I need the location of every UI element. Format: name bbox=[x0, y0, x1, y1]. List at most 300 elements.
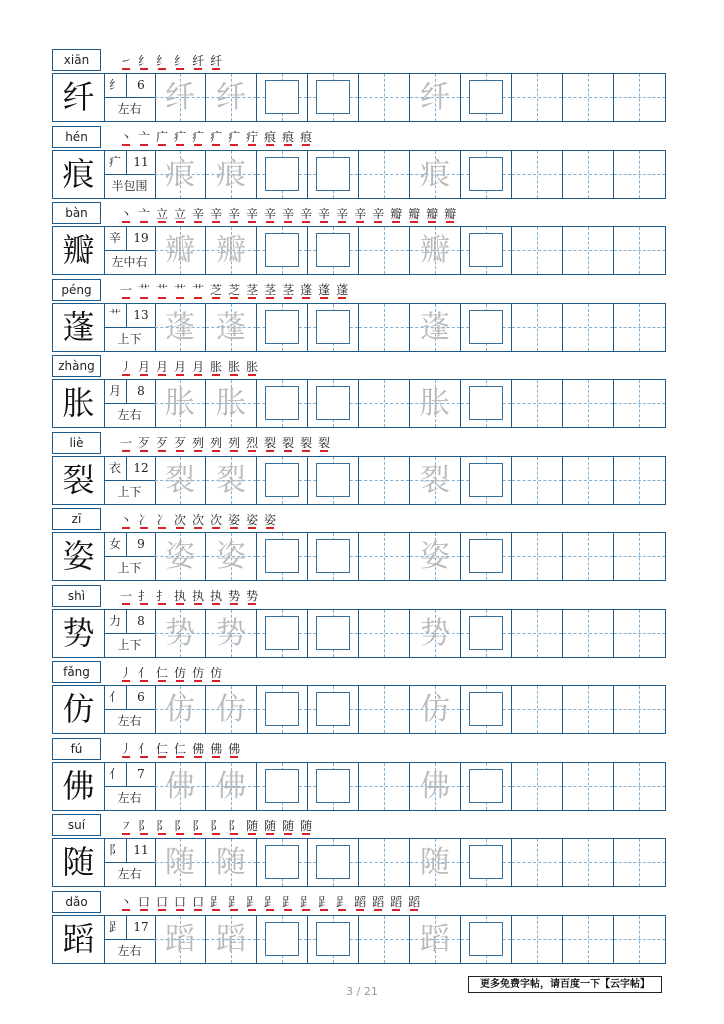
writing-box[interactable] bbox=[316, 922, 350, 956]
practice-cell[interactable] bbox=[308, 610, 359, 657]
stroke-step: 随 bbox=[282, 818, 295, 833]
practice-cell[interactable] bbox=[308, 457, 359, 504]
stroke-step: 𧾷 bbox=[282, 895, 295, 909]
practice-cell[interactable] bbox=[563, 227, 614, 274]
practice-cell[interactable] bbox=[410, 151, 461, 198]
main-character: 蓬 bbox=[53, 304, 105, 351]
practice-cell[interactable] bbox=[308, 839, 359, 886]
stroke-step: 胀 bbox=[246, 359, 259, 374]
practice-cell[interactable] bbox=[563, 533, 614, 580]
writing-box[interactable] bbox=[316, 539, 350, 573]
practice-cell[interactable] bbox=[155, 151, 206, 198]
stroke-step: 芝 bbox=[210, 283, 223, 297]
stroke-step: 执 bbox=[210, 589, 223, 603]
practice-cell[interactable] bbox=[614, 74, 665, 121]
practice-cell[interactable] bbox=[155, 839, 206, 886]
writing-box[interactable] bbox=[316, 157, 350, 191]
practice-cell[interactable] bbox=[155, 763, 206, 810]
character-entry bbox=[52, 126, 666, 203]
writing-box[interactable] bbox=[265, 845, 299, 879]
stroke-step: 蹈 bbox=[372, 895, 385, 909]
stroke-step: 𧾷 bbox=[228, 895, 241, 909]
practice-cell[interactable] bbox=[206, 151, 257, 198]
radical: 亻 bbox=[104, 686, 127, 710]
writing-box[interactable] bbox=[265, 922, 299, 956]
stroke-step: 𧾷 bbox=[210, 895, 223, 909]
practice-cell[interactable] bbox=[359, 763, 410, 810]
practice-cell[interactable] bbox=[257, 916, 308, 963]
trace-character: 蹈 bbox=[420, 921, 450, 957]
stroke-count: 7 bbox=[127, 763, 155, 787]
practice-cell[interactable] bbox=[257, 533, 308, 580]
practice-cell[interactable] bbox=[410, 839, 461, 886]
writing-box[interactable] bbox=[316, 769, 350, 803]
stroke-step: 阝 bbox=[228, 818, 241, 833]
practice-cell[interactable] bbox=[359, 151, 410, 198]
stroke-step: 阝 bbox=[174, 818, 187, 833]
main-character: 瓣 bbox=[53, 227, 105, 274]
stroke-step: 丶 bbox=[120, 895, 133, 909]
writing-box[interactable] bbox=[265, 233, 299, 267]
structure-label: 上下 bbox=[117, 331, 142, 346]
stroke-step: 仿 bbox=[174, 665, 187, 680]
practice-cell[interactable] bbox=[257, 763, 308, 810]
trace-character: 蹈 bbox=[165, 921, 195, 957]
stroke-step: 冫 bbox=[138, 512, 151, 527]
practice-cell[interactable] bbox=[614, 457, 665, 504]
practice-cell[interactable] bbox=[461, 916, 512, 963]
writing-box[interactable] bbox=[469, 310, 503, 344]
practice-cell[interactable] bbox=[206, 610, 257, 657]
trace-character: 瓣 bbox=[165, 233, 195, 268]
practice-cell[interactable] bbox=[563, 686, 614, 733]
practice-cell[interactable] bbox=[257, 151, 308, 198]
practice-cell[interactable] bbox=[155, 610, 206, 657]
stroke-step: 次 bbox=[174, 512, 187, 527]
practice-cell[interactable] bbox=[461, 839, 512, 886]
stroke-step: 丿 bbox=[120, 742, 133, 756]
trace-character: 佛 bbox=[216, 768, 246, 804]
stroke-count: 12 bbox=[127, 457, 155, 481]
practice-row bbox=[52, 609, 666, 658]
stroke-step: 广 bbox=[156, 130, 169, 144]
character-info bbox=[104, 151, 156, 198]
stroke-step: 辛 bbox=[282, 206, 295, 221]
practice-cell[interactable] bbox=[563, 763, 614, 810]
writing-box[interactable] bbox=[316, 80, 350, 114]
trace-character: 姿 bbox=[216, 539, 246, 574]
practice-row bbox=[52, 226, 666, 275]
stroke-step: 𧾷 bbox=[300, 895, 313, 909]
writing-box[interactable] bbox=[469, 233, 503, 267]
character-entry bbox=[52, 49, 666, 126]
stroke-step: 阝 bbox=[156, 818, 169, 833]
practice-cell[interactable] bbox=[155, 227, 206, 274]
stroke-step: 裂 bbox=[282, 436, 295, 450]
practice-cell[interactable] bbox=[563, 304, 614, 351]
practice-cell[interactable] bbox=[308, 916, 359, 963]
practice-cell[interactable] bbox=[155, 380, 206, 427]
writing-box[interactable] bbox=[469, 539, 503, 573]
practice-cell[interactable] bbox=[512, 74, 563, 121]
stroke-step: 佛 bbox=[210, 742, 223, 756]
stroke-step: 次 bbox=[192, 512, 205, 527]
stroke-step: 胀 bbox=[228, 359, 241, 374]
stroke-step: 仿 bbox=[210, 665, 223, 680]
stroke-step: 执 bbox=[192, 589, 205, 603]
trace-character: 仿 bbox=[216, 692, 246, 727]
stroke-step: 辛 bbox=[192, 206, 205, 221]
writing-box[interactable] bbox=[316, 233, 350, 267]
practice-cell[interactable] bbox=[308, 686, 359, 733]
trace-character: 姿 bbox=[420, 539, 450, 574]
stroke-step: 月 bbox=[174, 359, 187, 374]
practice-cell[interactable] bbox=[206, 533, 257, 580]
practice-cell[interactable] bbox=[563, 380, 614, 427]
writing-box[interactable] bbox=[469, 922, 503, 956]
practice-cell[interactable] bbox=[257, 74, 308, 121]
practice-cell[interactable] bbox=[512, 457, 563, 504]
stroke-step: 蹈 bbox=[354, 895, 367, 909]
trace-character: 瓣 bbox=[420, 233, 450, 268]
writing-box[interactable] bbox=[316, 386, 350, 420]
writing-box[interactable] bbox=[316, 616, 350, 650]
trace-character: 痕 bbox=[216, 156, 246, 192]
practice-cell[interactable] bbox=[410, 74, 461, 121]
practice-cell[interactable] bbox=[461, 227, 512, 274]
practice-cell[interactable] bbox=[614, 304, 665, 351]
stroke-step: 势 bbox=[228, 589, 241, 603]
stroke-step: 随 bbox=[246, 818, 259, 833]
stroke-step: 辛 bbox=[228, 206, 241, 221]
stroke-step: 辛 bbox=[300, 206, 313, 221]
practice-cell[interactable] bbox=[359, 533, 410, 580]
character-info bbox=[104, 839, 156, 886]
trace-character: 纤 bbox=[165, 80, 195, 115]
trace-character: 裂 bbox=[165, 462, 195, 498]
character-info bbox=[104, 610, 156, 657]
stroke-step: 裂 bbox=[264, 436, 277, 450]
practice-cell[interactable] bbox=[563, 151, 614, 198]
practice-cell[interactable] bbox=[359, 839, 410, 886]
practice-cell[interactable] bbox=[614, 916, 665, 963]
practice-row bbox=[52, 532, 666, 581]
practice-cell[interactable] bbox=[512, 304, 563, 351]
practice-cell[interactable] bbox=[614, 763, 665, 810]
stroke-order bbox=[120, 127, 312, 147]
stroke-step: 瓣 bbox=[426, 206, 439, 221]
stroke-order bbox=[120, 892, 420, 912]
stroke-step: 丶 bbox=[120, 512, 133, 527]
stroke-step: 次 bbox=[210, 512, 223, 527]
stroke-step: 瓣 bbox=[390, 206, 403, 221]
stroke-step: 姿 bbox=[228, 512, 241, 527]
pinyin-label: zhàng bbox=[52, 355, 101, 377]
stroke-step: ㇀ bbox=[120, 53, 133, 68]
practice-cell[interactable] bbox=[206, 686, 257, 733]
stroke-step: 阝 bbox=[138, 818, 151, 833]
practice-cell[interactable] bbox=[614, 610, 665, 657]
stroke-step: 纤 bbox=[192, 53, 205, 68]
structure-label: 上下 bbox=[117, 484, 142, 499]
practice-cell[interactable] bbox=[461, 74, 512, 121]
radical: 衣 bbox=[104, 457, 127, 481]
writing-box[interactable] bbox=[469, 386, 503, 420]
stroke-step: 艹 bbox=[174, 283, 187, 297]
stroke-step: 烈 bbox=[246, 436, 259, 450]
radical: 阝 bbox=[104, 839, 127, 863]
practice-cell[interactable] bbox=[461, 380, 512, 427]
stroke-step: 仁 bbox=[156, 742, 169, 756]
practice-cell[interactable] bbox=[614, 380, 665, 427]
practice-cell[interactable] bbox=[308, 304, 359, 351]
practice-cell[interactable] bbox=[257, 610, 308, 657]
stroke-step: 蹈 bbox=[390, 895, 403, 909]
pinyin-label: fú bbox=[52, 738, 101, 760]
practice-cell[interactable] bbox=[308, 151, 359, 198]
pinyin-label: zī bbox=[52, 508, 101, 530]
practice-cell[interactable] bbox=[206, 227, 257, 274]
writing-box[interactable] bbox=[469, 157, 503, 191]
writing-box[interactable] bbox=[265, 386, 299, 420]
pinyin-label: bàn bbox=[52, 202, 101, 224]
trace-character: 痕 bbox=[165, 156, 195, 192]
radical: 女 bbox=[104, 533, 127, 557]
practice-cell[interactable] bbox=[155, 916, 206, 963]
practice-cell[interactable] bbox=[512, 610, 563, 657]
practice-row bbox=[52, 685, 666, 734]
practice-cell[interactable] bbox=[308, 227, 359, 274]
practice-cell[interactable] bbox=[563, 457, 614, 504]
practice-cell[interactable] bbox=[512, 533, 563, 580]
practice-cell[interactable] bbox=[614, 533, 665, 580]
practice-cell[interactable] bbox=[512, 763, 563, 810]
practice-row bbox=[52, 915, 666, 964]
trace-character: 蓬 bbox=[165, 309, 195, 345]
practice-cell[interactable] bbox=[512, 151, 563, 198]
practice-cell[interactable] bbox=[461, 304, 512, 351]
stroke-step: 丿 bbox=[120, 665, 133, 680]
stroke-step: 辛 bbox=[318, 206, 331, 221]
practice-cell[interactable] bbox=[461, 151, 512, 198]
practice-cell[interactable] bbox=[359, 610, 410, 657]
main-character: 蹈 bbox=[53, 916, 105, 963]
stroke-step: 丶 bbox=[120, 130, 133, 144]
stroke-step: 月 bbox=[138, 359, 151, 374]
practice-cell[interactable] bbox=[461, 610, 512, 657]
practice-cell[interactable] bbox=[461, 763, 512, 810]
practice-cell[interactable] bbox=[359, 686, 410, 733]
practice-cell[interactable] bbox=[206, 380, 257, 427]
practice-cell[interactable] bbox=[206, 916, 257, 963]
practice-cell[interactable] bbox=[155, 457, 206, 504]
stroke-step: 茎 bbox=[282, 283, 295, 297]
trace-character: 胀 bbox=[216, 386, 246, 421]
practice-cell[interactable] bbox=[257, 686, 308, 733]
stroke-step: 痕 bbox=[264, 130, 277, 144]
practice-row bbox=[52, 379, 666, 428]
stroke-step: 月 bbox=[156, 359, 169, 374]
stroke-step: 阝 bbox=[192, 818, 205, 833]
practice-cell[interactable] bbox=[614, 839, 665, 886]
stroke-count: 11 bbox=[127, 839, 155, 863]
character-entry bbox=[52, 355, 666, 432]
practice-cell[interactable] bbox=[155, 304, 206, 351]
writing-box[interactable] bbox=[265, 310, 299, 344]
trace-character: 势 bbox=[216, 615, 246, 651]
practice-cell[interactable] bbox=[512, 380, 563, 427]
practice-cell[interactable] bbox=[461, 686, 512, 733]
stroke-count: 8 bbox=[127, 380, 155, 404]
practice-cell[interactable] bbox=[257, 304, 308, 351]
writing-box[interactable] bbox=[316, 310, 350, 344]
stroke-step: 蓬 bbox=[300, 283, 313, 297]
trace-character: 仿 bbox=[420, 692, 450, 727]
stroke-step: 随 bbox=[264, 818, 277, 833]
writing-box[interactable] bbox=[265, 769, 299, 803]
writing-box[interactable] bbox=[265, 80, 299, 114]
practice-cell[interactable] bbox=[614, 151, 665, 198]
writing-box[interactable] bbox=[469, 616, 503, 650]
practice-cell[interactable] bbox=[410, 227, 461, 274]
practice-cell[interactable] bbox=[410, 686, 461, 733]
practice-cell[interactable] bbox=[308, 380, 359, 427]
practice-cell[interactable] bbox=[257, 227, 308, 274]
main-character: 仿 bbox=[53, 686, 105, 733]
practice-cell[interactable] bbox=[410, 457, 461, 504]
writing-box[interactable] bbox=[265, 616, 299, 650]
writing-box[interactable] bbox=[316, 463, 350, 497]
writing-box[interactable] bbox=[265, 157, 299, 191]
practice-row bbox=[52, 73, 666, 122]
practice-cell[interactable] bbox=[461, 533, 512, 580]
stroke-step: 痕 bbox=[300, 130, 313, 144]
stroke-step: 亠 bbox=[138, 206, 151, 221]
stroke-step: 疔 bbox=[246, 130, 259, 144]
trace-character: 纤 bbox=[216, 80, 246, 115]
radical: 疒 bbox=[104, 151, 127, 175]
stroke-step: 芝 bbox=[228, 283, 241, 297]
stroke-step: 𧾷 bbox=[264, 895, 277, 909]
practice-cell[interactable] bbox=[359, 457, 410, 504]
practice-cell[interactable] bbox=[563, 839, 614, 886]
practice-cell[interactable] bbox=[206, 839, 257, 886]
stroke-step: 丿 bbox=[120, 359, 133, 374]
stroke-step: 辛 bbox=[354, 206, 367, 221]
practice-cell[interactable] bbox=[206, 763, 257, 810]
stroke-step: 纟 bbox=[138, 53, 151, 68]
practice-cell[interactable] bbox=[359, 304, 410, 351]
stroke-step: ㇇ bbox=[120, 818, 133, 833]
writing-box[interactable] bbox=[469, 463, 503, 497]
character-entry bbox=[52, 738, 666, 815]
structure-label: 左右 bbox=[117, 867, 142, 881]
writing-box[interactable] bbox=[265, 539, 299, 573]
character-entry bbox=[52, 432, 666, 509]
structure-label: 上下 bbox=[117, 561, 142, 575]
character-info bbox=[104, 380, 156, 427]
practice-cell[interactable] bbox=[359, 380, 410, 427]
stroke-step: 亻 bbox=[138, 742, 151, 756]
writing-box[interactable] bbox=[265, 463, 299, 497]
page-number: 3 / 21 bbox=[346, 985, 378, 998]
stroke-step: 蹈 bbox=[408, 895, 421, 909]
practice-cell[interactable] bbox=[410, 916, 461, 963]
trace-character: 蓬 bbox=[216, 309, 246, 345]
pinyin-label: liè bbox=[52, 432, 101, 454]
character-info bbox=[104, 916, 156, 963]
trace-character: 势 bbox=[165, 615, 195, 651]
practice-cell[interactable] bbox=[512, 227, 563, 274]
character-info bbox=[104, 74, 156, 121]
writing-box[interactable] bbox=[316, 845, 350, 879]
writing-box[interactable] bbox=[469, 769, 503, 803]
stroke-count: 6 bbox=[127, 74, 155, 98]
stroke-step: 艹 bbox=[156, 283, 169, 297]
character-entry bbox=[52, 891, 666, 968]
practice-cell[interactable] bbox=[206, 304, 257, 351]
practice-cell[interactable] bbox=[308, 763, 359, 810]
practice-cell[interactable] bbox=[410, 610, 461, 657]
practice-cell[interactable] bbox=[410, 380, 461, 427]
pinyin-label: xiān bbox=[52, 49, 101, 71]
practice-cell[interactable] bbox=[257, 839, 308, 886]
practice-cell[interactable] bbox=[512, 839, 563, 886]
stroke-order bbox=[120, 509, 276, 529]
practice-cell[interactable] bbox=[410, 533, 461, 580]
practice-cell[interactable] bbox=[614, 686, 665, 733]
practice-cell[interactable] bbox=[359, 227, 410, 274]
practice-cell[interactable] bbox=[257, 380, 308, 427]
practice-row bbox=[52, 838, 666, 887]
practice-cell[interactable] bbox=[308, 74, 359, 121]
practice-cell[interactable] bbox=[308, 533, 359, 580]
practice-cell[interactable] bbox=[155, 74, 206, 121]
stroke-step: 冫 bbox=[156, 512, 169, 527]
practice-cell[interactable] bbox=[614, 227, 665, 274]
trace-character: 胀 bbox=[165, 386, 195, 421]
practice-cell[interactable] bbox=[563, 74, 614, 121]
practice-cell[interactable] bbox=[410, 304, 461, 351]
practice-cell[interactable] bbox=[155, 533, 206, 580]
writing-box[interactable] bbox=[316, 692, 350, 726]
practice-cell[interactable] bbox=[206, 457, 257, 504]
stroke-count: 19 bbox=[127, 227, 155, 251]
practice-cell[interactable] bbox=[206, 74, 257, 121]
practice-cell[interactable] bbox=[359, 74, 410, 121]
stroke-step: 𧾷 bbox=[318, 895, 331, 909]
practice-cell[interactable] bbox=[563, 916, 614, 963]
practice-cell[interactable] bbox=[512, 686, 563, 733]
practice-cell[interactable] bbox=[155, 686, 206, 733]
writing-box[interactable] bbox=[265, 692, 299, 726]
stroke-step: 一 bbox=[120, 589, 133, 603]
stroke-step: 姿 bbox=[246, 512, 259, 527]
structure-label: 左右 bbox=[117, 790, 142, 805]
practice-cell[interactable] bbox=[461, 457, 512, 504]
stroke-step: 仿 bbox=[192, 665, 205, 680]
writing-box[interactable] bbox=[469, 692, 503, 726]
practice-cell[interactable] bbox=[359, 916, 410, 963]
practice-cell[interactable] bbox=[512, 916, 563, 963]
stroke-step: 亻 bbox=[138, 665, 151, 680]
practice-cell[interactable] bbox=[257, 457, 308, 504]
practice-cell[interactable] bbox=[410, 763, 461, 810]
trace-character: 痕 bbox=[420, 156, 450, 192]
writing-box[interactable] bbox=[469, 80, 503, 114]
practice-cell[interactable] bbox=[563, 610, 614, 657]
writing-box[interactable] bbox=[469, 845, 503, 879]
